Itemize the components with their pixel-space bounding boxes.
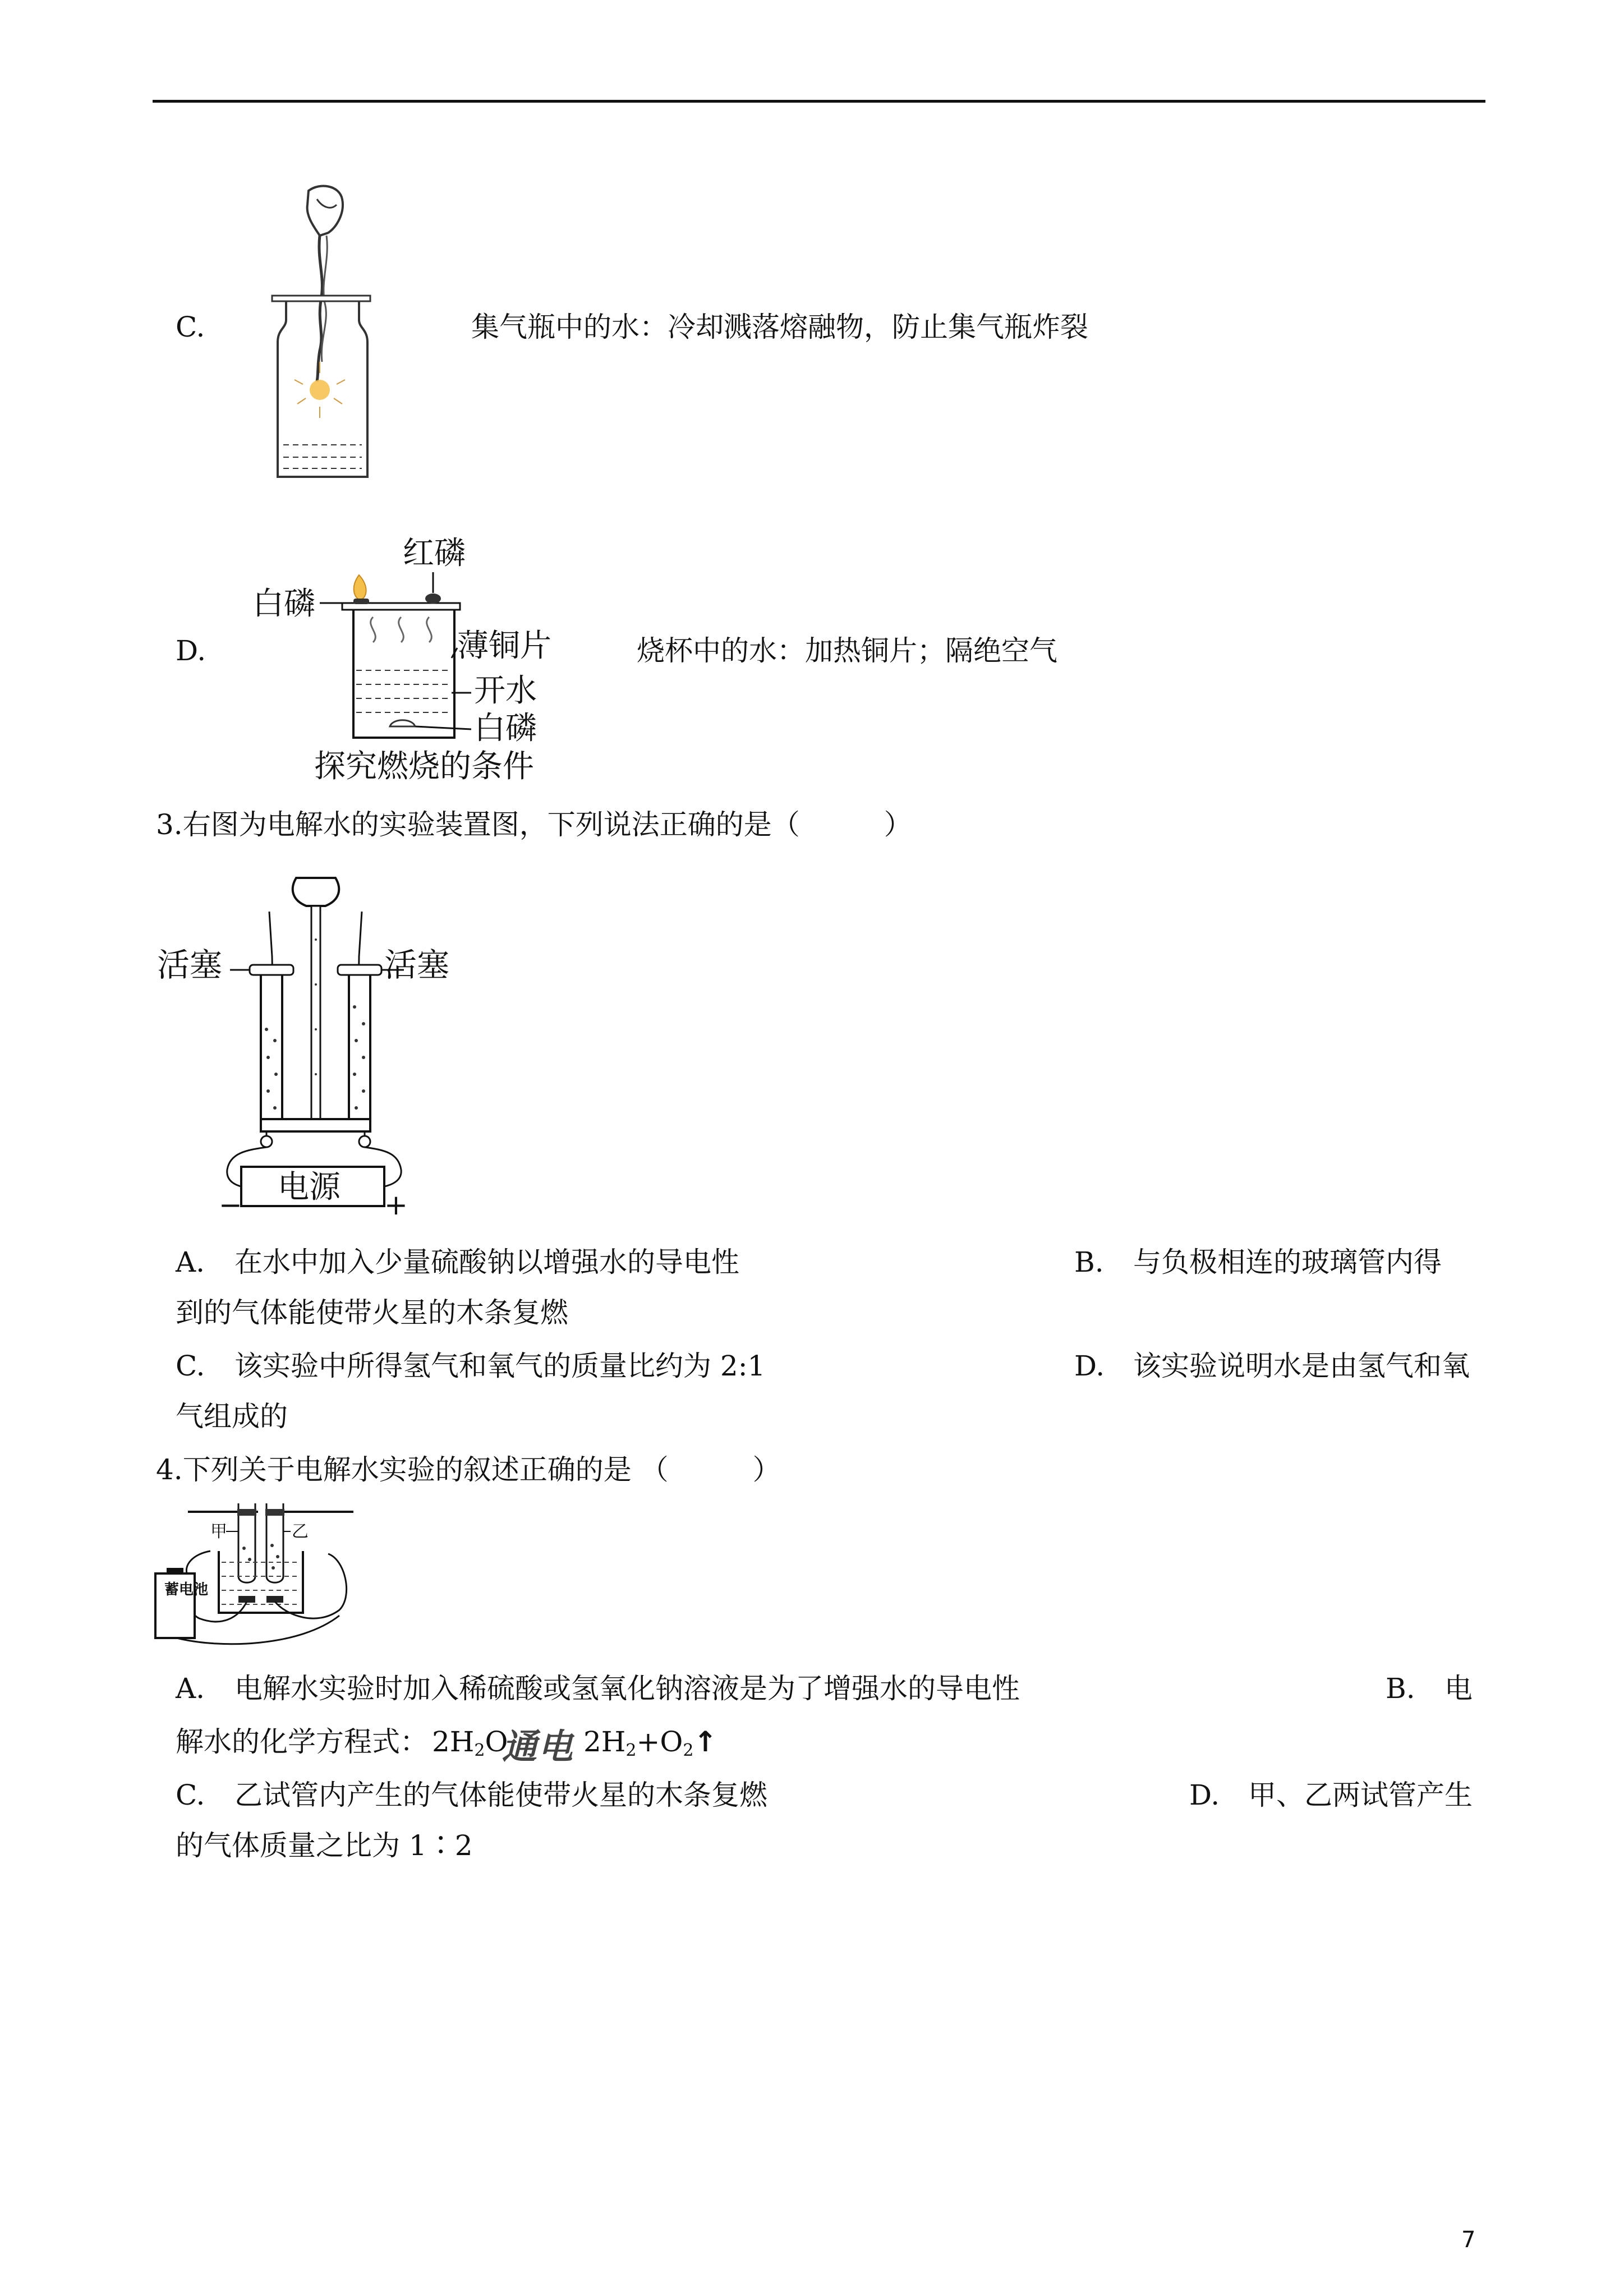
q3-stem: 3.右图为电解水的实验装置图，下列说法正确的是（ ） <box>156 808 912 841</box>
label-copper-sheet: 薄铜片 <box>457 628 551 664</box>
label-jia: 甲 <box>210 1522 227 1542</box>
q4-option-a-letter: A. <box>176 1672 205 1705</box>
label-white-phosphorus-top: 白磷 <box>252 586 315 622</box>
equation-condition: 通电 <box>502 1726 574 1767</box>
q4-stem: 4.下列关于电解水实验的叙述正确的是 （ ） <box>156 1453 781 1486</box>
q3-option-d-letter: D. <box>1074 1350 1105 1382</box>
q4-option-b-text-cont: 解水的化学方程式： <box>176 1726 428 1758</box>
q3-option-b-letter: B. <box>1074 1246 1104 1278</box>
q4-option-b-text: 电 <box>1444 1672 1473 1705</box>
q3-option-a-text: 在水中加入少量硫酸钠以增强水的导电性 <box>234 1246 739 1278</box>
q3-option-b-text: 与负极相连的玻璃管内得 <box>1133 1246 1442 1278</box>
q4-option-d-letter: D. <box>1189 1779 1220 1811</box>
q4-option-c-text: 乙试管内产生的气体能使带火星的木条复燃 <box>234 1779 767 1811</box>
q4-option-a-text: 电解水实验时加入稀硫酸或氢氧化钠溶液是为了增强水的导电性 <box>234 1672 1020 1705</box>
label-plus: + <box>384 1189 408 1221</box>
q3-option-c-letter: C. <box>176 1350 205 1382</box>
figure-caption: 探究燃烧的条件 <box>314 748 534 785</box>
equation-left: $2H_2O$ <box>432 1726 508 1760</box>
label-minus: − <box>219 1189 242 1221</box>
q3-option-a-letter: A. <box>176 1246 205 1278</box>
item-d-letter: D. <box>176 634 206 667</box>
combustion-conditions-figure <box>252 530 572 791</box>
item-c-text: 集气瓶中的水：冷却溅落熔融物，防止集气瓶炸裂 <box>471 311 1088 343</box>
label-hot-water: 开水 <box>474 673 537 709</box>
iron-burning-figure <box>264 182 381 477</box>
label-power-supply: 电源 <box>278 1169 341 1205</box>
q3-option-d-text-cont: 气组成的 <box>176 1400 288 1433</box>
page-number: 7 <box>1461 2227 1476 2253</box>
electrolysis-test-tubes-figure <box>154 1498 362 1646</box>
q4-option-b-letter: B. <box>1386 1672 1415 1705</box>
label-battery: 蓄电池 <box>164 1581 209 1598</box>
q3-option-d-text: 该实验说明水是由氢气和氧 <box>1133 1350 1470 1382</box>
label-right-valve: 活塞 <box>384 946 450 984</box>
q4-option-d-text: 甲、乙两试管产生 <box>1248 1779 1473 1811</box>
header-rule <box>153 100 1485 103</box>
electrolysis-apparatus-figure <box>157 872 471 1221</box>
q4-option-d-text-cont: 的气体质量之比为 1∶2 <box>176 1829 473 1862</box>
q3-option-b-text-cont: 到的气体能使带火星的木条复燃 <box>176 1296 568 1329</box>
label-red-phosphorus: 红磷 <box>403 535 466 572</box>
item-c-letter: C. <box>176 311 205 343</box>
q4-option-c-letter: C. <box>176 1779 205 1811</box>
item-d-text: 烧杯中的水：加热铜片；隔绝空气 <box>637 634 1057 667</box>
q3-option-c-text: 该实验中所得氢气和氧气的质量比约为 2:1 <box>234 1350 766 1382</box>
equation-right: $2H_2+O_2↑$ <box>583 1726 717 1760</box>
label-white-phosphorus-bottom: 白磷 <box>474 710 537 747</box>
label-yi: 乙 <box>292 1522 309 1542</box>
label-left-valve: 活塞 <box>157 946 223 984</box>
